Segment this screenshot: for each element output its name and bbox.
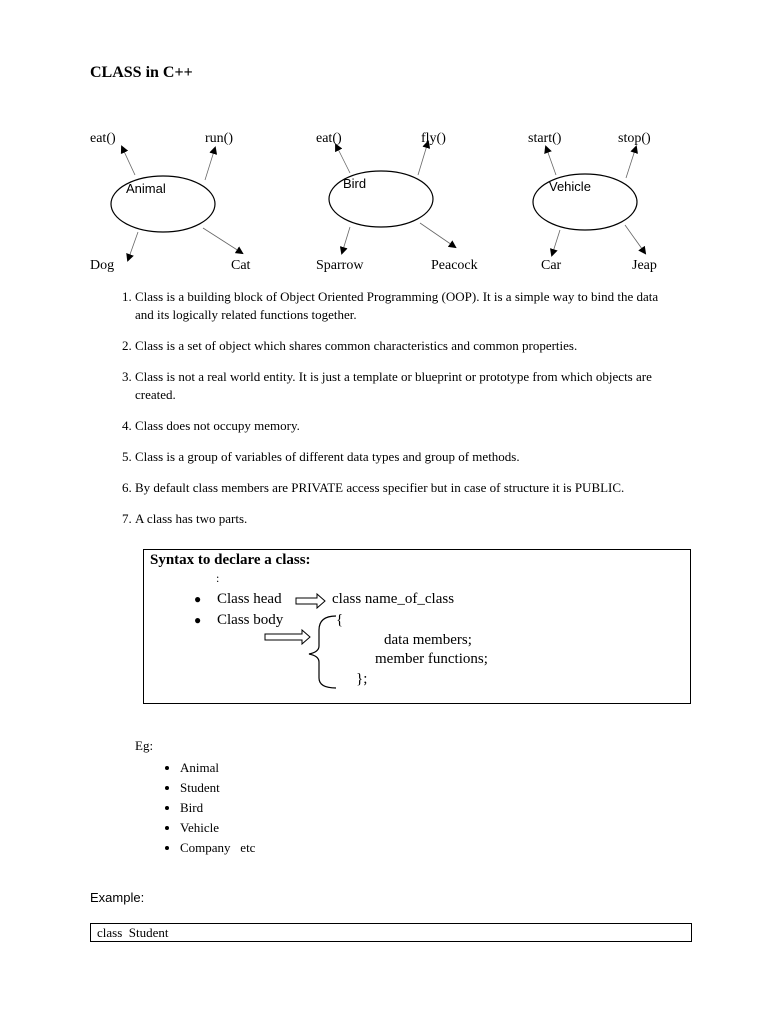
point-item: 2. Class is a set of object which shares common characteristics and common properties.	[135, 337, 672, 355]
class-diagrams	[0, 125, 768, 285]
object-label: Car	[541, 258, 562, 273]
point-item: 6. By default class members are PRIVATE access specifier but in case of structure it is PUBLIC.	[135, 479, 672, 497]
object-label: Jeap	[632, 258, 657, 273]
data-members: data members;	[384, 632, 472, 648]
open-brace: {	[336, 612, 344, 628]
method-label: fly()	[421, 131, 446, 146]
arrow-vehicle-car	[552, 230, 560, 255]
close-brace: };	[356, 671, 368, 687]
arrow-animal-dog	[128, 232, 138, 260]
block-arrow-icon	[296, 594, 325, 608]
point-item: 5. Class is a group of variables of different data types and group of methods.	[135, 448, 672, 466]
object-label: Peacock	[431, 258, 478, 273]
eg-item: • Bird	[180, 798, 255, 818]
class-points	[112, 288, 672, 541]
class-head-code: class name_of_class	[332, 591, 455, 607]
class-name-label: Animal	[126, 181, 166, 196]
point-item: 3. Class is not a real world entity. It is just a template or blueprint or prototype from which objects are created.	[135, 368, 672, 404]
syntax-arrows	[144, 550, 690, 703]
syntax-box	[143, 549, 691, 704]
object-label: Dog	[90, 258, 115, 273]
object-label: Sparrow	[316, 258, 364, 273]
method-label: eat()	[316, 131, 342, 146]
point-item: 7. A class has two parts.	[135, 510, 672, 528]
class-name-label: Vehicle	[549, 179, 591, 194]
bullet-icon: ●	[194, 592, 202, 606]
arrow-animal-run	[205, 148, 215, 180]
arrow-bird-eat	[336, 145, 350, 173]
points-list	[112, 288, 672, 528]
syntax-colon: :	[216, 571, 220, 585]
arrow-animal-cat	[203, 228, 242, 253]
object-label: Cat	[231, 258, 251, 273]
code-box	[90, 923, 692, 942]
class-name-label: Bird	[343, 176, 367, 191]
eg-item: • Vehicle	[180, 818, 255, 838]
class-head-label: Class head	[217, 591, 282, 607]
point-item: 4. Class does not occupy memory.	[135, 417, 672, 435]
curly-brace-icon	[309, 616, 336, 688]
arrow-bird-peacock	[420, 223, 455, 247]
code-line: class Student	[97, 925, 169, 940]
eg-label: Eg:	[135, 738, 154, 753]
eg-item: • Company etc	[180, 838, 255, 858]
eg-list	[158, 758, 255, 858]
arrow-vehicle-jeap	[625, 225, 645, 253]
member-functions: member functions;	[375, 651, 488, 667]
arrow-vehicle-start	[546, 147, 556, 175]
bullet-icon: ●	[194, 613, 202, 627]
class-body-label: Class body	[217, 612, 284, 628]
method-label: eat()	[90, 131, 116, 146]
eg-item: • Animal	[180, 758, 255, 778]
eg-item: • Student	[180, 778, 255, 798]
method-label: start()	[528, 131, 562, 146]
method-label: run()	[205, 131, 233, 146]
page-title: CLASS in C++	[90, 64, 193, 81]
arrow-animal-eat	[122, 147, 135, 175]
point-item: 1. Class is a building block of Object Oriented Programming (OOP). It is a simple way to bind the data and its logically related functions together.	[135, 288, 672, 324]
block-arrow-icon	[265, 630, 310, 644]
arrow-bird-sparrow	[342, 227, 350, 253]
arrow-vehicle-stop	[626, 147, 636, 178]
method-label: stop()	[618, 131, 651, 146]
syntax-title: Syntax to declare a class:	[150, 552, 311, 568]
example-label: Example:	[90, 890, 145, 905]
